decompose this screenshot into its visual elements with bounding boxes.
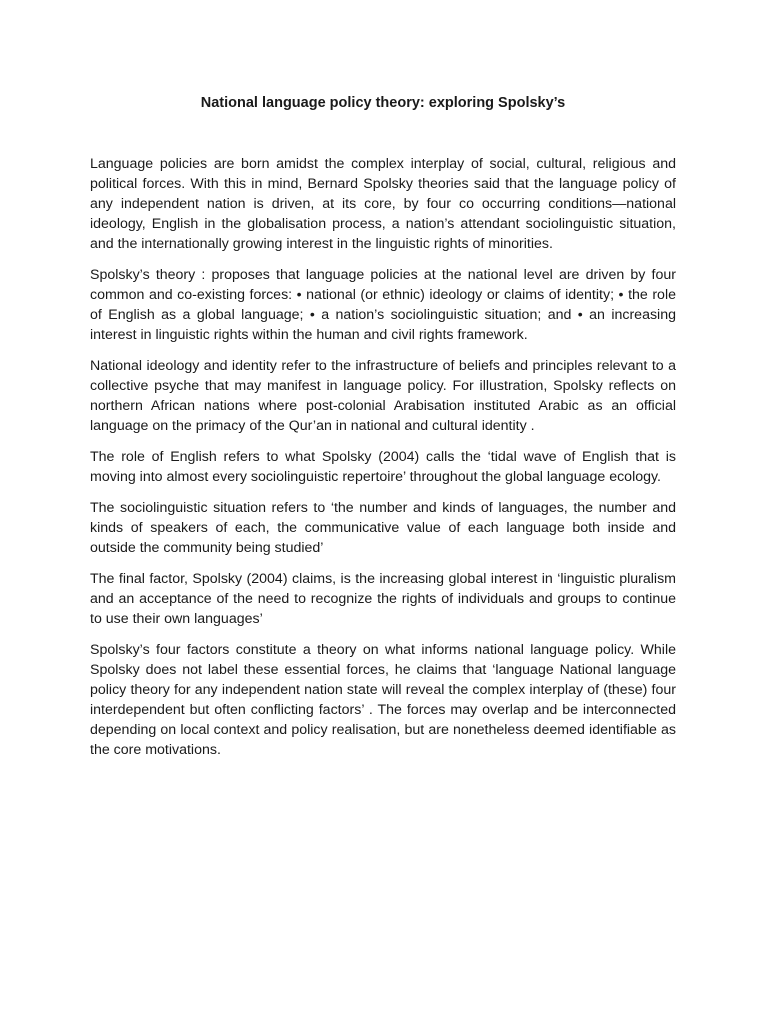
document-title: National language policy theory: exploring Spolsky’s — [200, 95, 566, 111]
paragraph-conclusion: Spolsky’s four factors constitute a theory on what informs national language policy. While Spolsky does not label these essential forces, he claims that ‘language National language policy theory for any independent nation state will reveal the complex interplay of (these) four interdependent but often conflicting factors’ . The forces may overlap and be interconnected depending on local context and policy realisation, but are nonetheless deemed identifiable as the core motivations. — [90, 642, 676, 758]
paragraph-role-of-english: The role of English refers to what Spolsky (2004) calls the ‘tidal wave of English that is moving into almost every sociolinguistic repertoire’ throughout the global language ecology. — [90, 449, 676, 485]
paragraph-national-ideology: National ideology and identity refer to the infrastructure of beliefs and principles relevant to a collective psyche that may manifest in language policy. For illustration, Spolsky reflects on northern African nations where post-colonial Arabisation instituted Arabic as an official language on the primacy of the Qur’an in national and cultural identity . — [90, 358, 676, 434]
paragraph-sociolinguistic-situation: The sociolinguistic situation refers to ‘the number and kinds of languages, the number and kinds of speakers of each, the communicative value of each language both inside and outside the community being studied’ — [90, 500, 676, 556]
paragraph-intro: Language policies are born amidst the complex interplay of social, cultural, religious and political forces. With this in mind, Bernard Spolsky theories said that the language policy of any independent nation is driven, at its core, by four co occurring conditions—national ideology, English in the globalisation process, a nation’s attendant sociolinguistic situation, and the internationally growing interest in the linguistic rights of minorities. — [90, 156, 676, 252]
document-page — [90, 94, 676, 771]
paragraph-final-factor: The final factor, Spolsky (2004) claims, is the increasing global interest in ‘linguistic pluralism and an acceptance of the need to recognize the rights of individuals and groups to continue to use their own languages’ — [90, 571, 676, 627]
paragraph-theory: Spolsky’s theory : proposes that language policies at the national level are driven by four common and co-existing forces: • national (or ethnic) ideology or claims of identity; • the role of English as a global language; • a nation’s sociolinguistic situation; and • an increasing interest in linguistic rights within the human and civil rights framework. — [90, 267, 676, 343]
